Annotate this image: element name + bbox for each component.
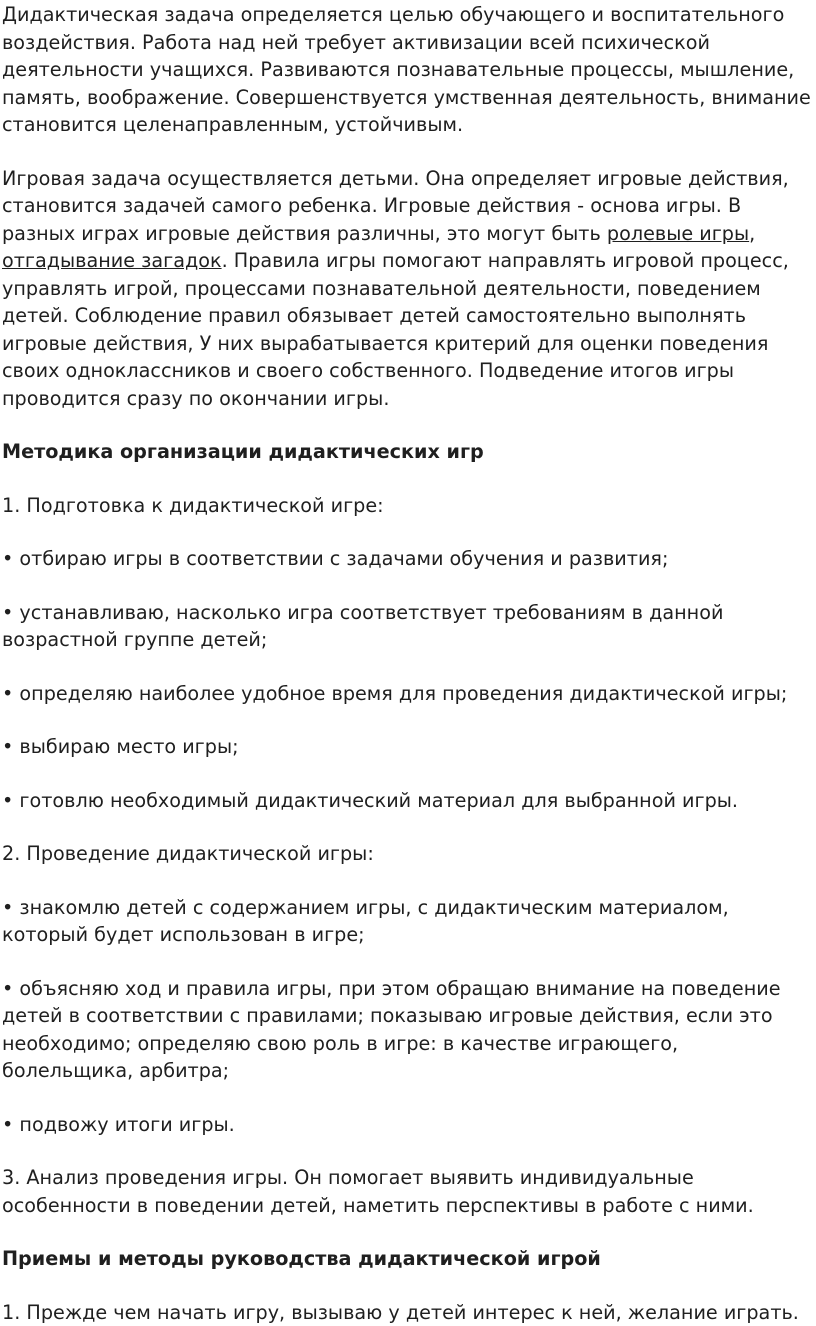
list-item: 1. Подготовка к дидактической игре: (2, 492, 812, 520)
list-item: 3. Анализ проведения игры. Он помогает выявить индивидуальные особенности в поведении детей, наметить перспективы в работе с ними. (2, 1164, 812, 1219)
list-item: • устанавливаю, насколько игра соответствует требованиям в данной возрастной группе детей; (2, 599, 812, 654)
list-item: • подвожу итоги игры. (2, 1111, 812, 1139)
section-heading-methodology: Методика организации дидактических игр (2, 438, 812, 466)
link-riddles[interactable]: отгадывание загадок (2, 249, 222, 272)
list-item: • готовлю необходимый дидактический материал для выбранной игры. (2, 787, 812, 815)
paragraph-didactic-task: Дидактическая задача определяется целью обучающего и воспитательного воздействия. Работа над ней требует активизации всей психической деятельности учащихся. Развиваются познавательные процессы, мышление, память, воображение. Совершенствуется умственная деятельность, внимание становится целенаправленным, устойчивым. (2, 1, 812, 139)
section-heading-techniques: Приемы и методы руководства дидактической игрой (2, 1245, 812, 1273)
link-role-games[interactable]: ролевые игры (607, 222, 749, 245)
link-separator: , (749, 222, 755, 245)
list-item: • объясняю ход и правила игры, при этом обращаю внимание на поведение детей в соответствии с правилами; показываю игровые действия, если это необходимо; определяю свою роль в игре: в качестве играющего, болельщика, арбитра; (2, 975, 812, 1085)
list-item: • отбираю игры в соответствии с задачами обучения и развития; (2, 545, 812, 573)
list-item: 1. Прежде чем начать игру, вызываю у детей интерес к ней, желание играть. (2, 1299, 812, 1326)
article-body (0, 1, 816, 1326)
paragraph-game-task (2, 165, 812, 413)
list-item: 2. Проведение дидактической игры: (2, 840, 812, 868)
list-item: • определяю наиболее удобное время для проведения дидактической игры; (2, 680, 812, 708)
paragraph-text: Игровая задача осуществляется детьми. Она определяет игровые действия, становится задачей самого ребенка. Игровые действия - основа игры. В разных играх игровые действия различны, это могут быть (2, 167, 789, 245)
list-item: • знакомлю детей с содержанием игры, с дидактическим материалом, который будет использован в игре; (2, 894, 812, 949)
list-item: • выбираю место игры; (2, 733, 812, 761)
paragraph-text: . Правила игры помогают направлять игровой процесс, управлять игрой, процессами познавательной деятельности, поведением детей. Соблюдение правил обязывает детей самостоятельно выполнять игровые действия, У них вырабатывается критерий для оценки поведения своих одноклассников и своего собственного. Подведение итогов игры проводится сразу по окончании игры. (2, 249, 789, 410)
